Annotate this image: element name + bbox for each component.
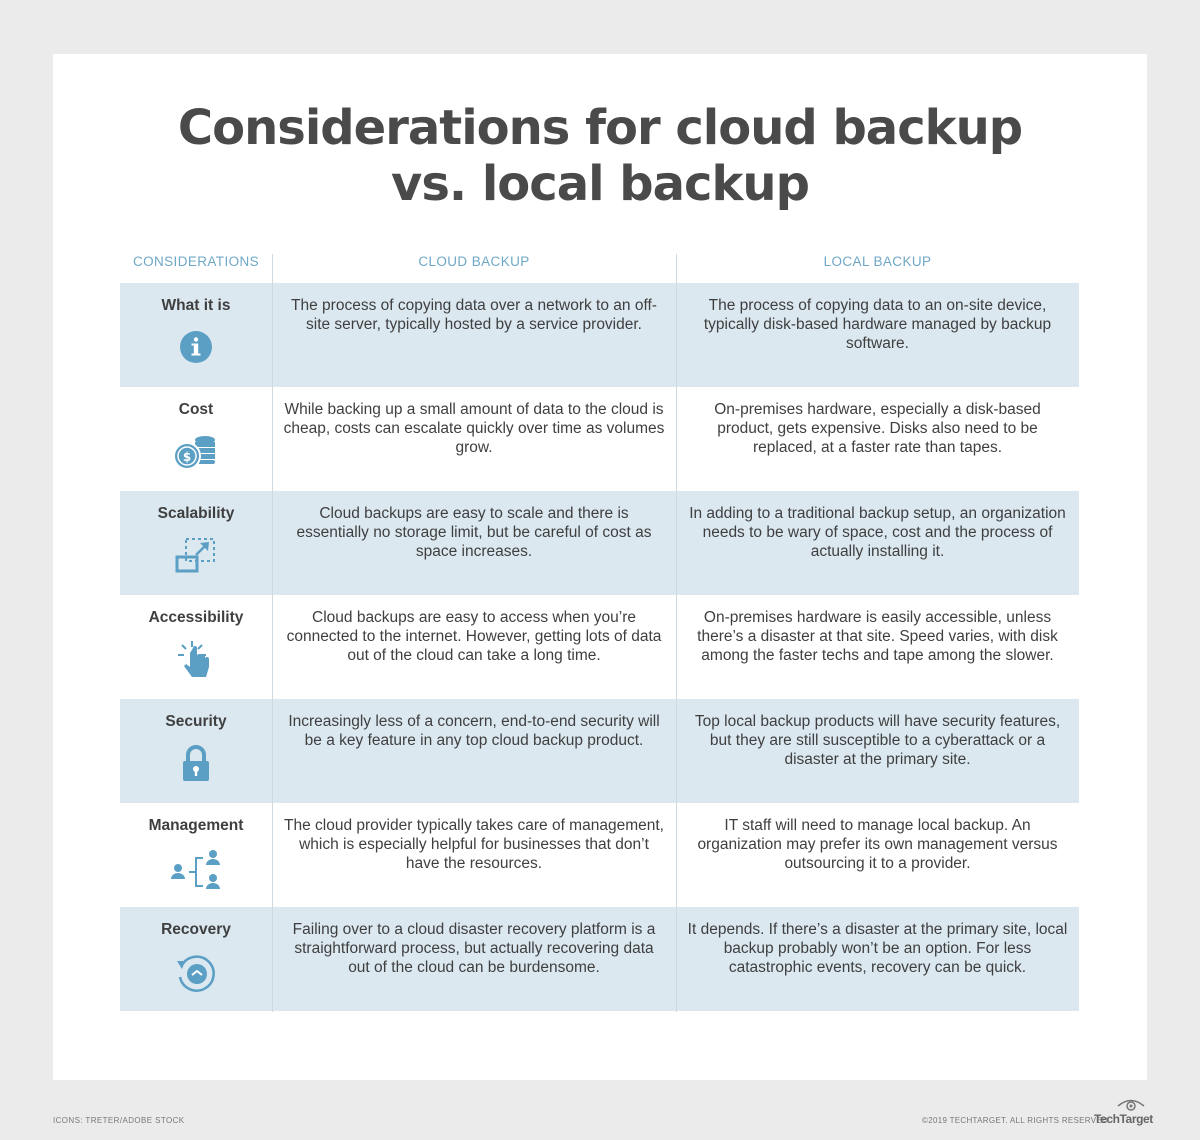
- cloud-backup-cell: Failing over to a cloud disaster recovery platform is a straightforward process, but actually recovering data out of the cloud can be burdensome.: [292, 921, 656, 976]
- table-row: [120, 699, 1079, 803]
- row-label-cell: [120, 595, 272, 683]
- local-backup-cell: On-premises hardware, especially a disk-based product, gets expensive. Disks also need to be replaced, at a faster rate than tapes.: [714, 401, 1041, 456]
- row-label: Security: [165, 713, 227, 730]
- eye-icon: [1116, 1098, 1146, 1112]
- local-backup-cell: It depends. If there’s a disaster at the primary site, local backup probably won’t be an option. For less catastrophic events, recovery can be quick.: [687, 921, 1068, 976]
- tap-hand-icon: [176, 639, 216, 683]
- header-local-backup: LOCAL BACKUP: [823, 254, 932, 269]
- svg-text:$: $: [182, 450, 192, 464]
- logo-text: TechTarget: [1094, 1112, 1153, 1126]
- infographic-card: [53, 54, 1147, 1080]
- cloud-backup-cell: Cloud backups are easy to scale and there is essentially no storage limit, but be careful of cost as space increases.: [296, 505, 652, 560]
- table-row: [120, 907, 1079, 1011]
- padlock-icon: [176, 743, 216, 783]
- scale-up-icon: [174, 535, 218, 575]
- row-label-cell: [120, 907, 272, 995]
- table-row: [120, 803, 1079, 907]
- coins-icon: [171, 431, 221, 471]
- table-row: [120, 387, 1079, 491]
- row-label-cell: [120, 283, 272, 367]
- row-label: What it is: [161, 297, 231, 314]
- title-line-1: Considerations for cloud backup: [177, 100, 1023, 156]
- cloud-backup-cell: Cloud backups are easy to access when you’re connected to the internet. However, getting lots of data out of the cloud can take a long time.: [286, 609, 662, 664]
- row-label: Accessibility: [148, 609, 244, 626]
- row-label: Scalability: [157, 505, 235, 522]
- cloud-backup-cell: While backing up a small amount of data to the cloud is cheap, costs can escalate quickly over time as volumes grow.: [283, 401, 665, 456]
- page-title: [53, 100, 1147, 212]
- local-backup-cell: Top local backup products will have security features, but they are still susceptible to a cyberattack or a disaster at the primary site.: [694, 713, 1061, 768]
- table-row: [120, 283, 1079, 387]
- row-label: Cost: [178, 401, 214, 418]
- table-row: [120, 491, 1079, 595]
- icon-credit: ICONS: TRETER/ADOBE STOCK: [53, 1116, 185, 1125]
- table-header: [120, 254, 1079, 283]
- row-label: Recovery: [161, 921, 231, 938]
- cloud-backup-cell: Increasingly less of a concern, end-to-end security will be a key feature in any top cloud backup product.: [288, 713, 660, 749]
- row-label-cell: [120, 803, 272, 891]
- local-backup-cell: The process of copying data to an on-site device, typically disk-based hardware managed by backup software.: [703, 297, 1052, 352]
- local-backup-cell: In adding to a traditional backup setup, an organization needs to be wary of space, cost and the process of actually installing it.: [689, 505, 1066, 560]
- table-row: [120, 595, 1079, 699]
- cloud-backup-cell: The process of copying data over a network to an off-site server, typically hosted by a service provider.: [291, 297, 657, 333]
- row-label-cell: [120, 491, 272, 575]
- info-icon: [176, 327, 216, 367]
- table-body: [120, 283, 1079, 1011]
- techtarget-logo: [1094, 1098, 1153, 1128]
- comparison-table: [120, 254, 1079, 1011]
- copyright-notice: ©2019 TECHTARGET. ALL RIGHTS RESERVED: [922, 1116, 1109, 1125]
- cloud-backup-cell: The cloud provider typically takes care of management, which is especially helpful for businesses that don’t have the resources.: [284, 817, 664, 872]
- row-label-cell: [120, 699, 272, 783]
- org-chart-icon: [169, 847, 223, 891]
- header-considerations: CONSIDERATIONS: [132, 254, 260, 269]
- local-backup-cell: On-premises hardware is easily accessible, unless there’s a disaster at that site. Speed varies, with disk among the faster techs and tape among the slower.: [697, 609, 1058, 664]
- title-line-2: vs. local backup: [391, 156, 809, 212]
- local-backup-cell: IT staff will need to manage local backup. An organization may prefer its own management versus outsourcing it to a provider.: [697, 817, 1058, 872]
- row-label-cell: [120, 387, 272, 471]
- column-divider: [676, 254, 677, 1012]
- column-divider: [272, 254, 273, 1012]
- restore-clock-icon: [174, 951, 218, 995]
- row-label: Management: [148, 817, 244, 834]
- header-cloud-backup: CLOUD BACKUP: [418, 254, 530, 269]
